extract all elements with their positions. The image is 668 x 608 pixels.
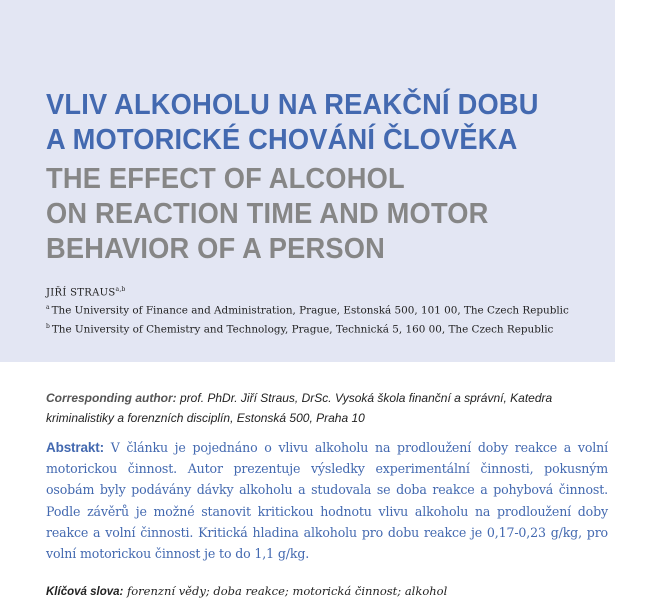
keywords-text: forenzní vědy; doba reakce; motorická činnost; alkohol — [127, 584, 448, 598]
abstract — [46, 437, 608, 564]
affiliation-b-text: The University of Chemistry and Technology, Prague, Technická 5, 160 00, The Czech Republic — [51, 323, 554, 336]
affiliation-b-mark: b — [46, 323, 50, 330]
title-english-line-2: ON REACTION TIME AND MOTOR — [46, 198, 489, 230]
title-english-line-3: BEHAVIOR OF A PERSON — [46, 233, 385, 265]
title-czech-line-2: A MOTORICKÉ CHOVÁNÍ ČLOVĚKA — [46, 124, 518, 156]
abstract-text: V článku je pojednáno o vlivu alkoholu na prodloužení doby reakce a volní motorickou činnost. Autor prezentuje výsledky experimentální činnosti, pokusným osobám byly podávány dávky alkoholu a studovala se doba reakce a pohybová činnost. Podle závěrů je možné stanovit kritickou hodnotu vlivu alkoholu na prodloužení doby reakce a volní činnosti. Kritická hladina alkoholu pro dobu reakce je 0,17-0,23 g/kg, pro volní motorickou činnost je to do 1,1 g/kg. — [46, 440, 608, 562]
corresponding-author-label: Corresponding author: — [46, 391, 177, 405]
title-english — [46, 162, 572, 267]
affiliation-a — [46, 304, 569, 316]
author-affil-marks: a,b — [115, 286, 126, 293]
keywords — [46, 584, 606, 598]
author — [46, 286, 126, 298]
affiliation-a-mark: a — [46, 304, 50, 311]
abstract-label: Abstrakt: — [46, 440, 104, 455]
corresponding-author — [46, 388, 601, 428]
affiliation-a-text: The University of Finance and Administration, Prague, Estonská 500, 101 00, The Czech Republic — [51, 304, 569, 317]
corresponding-author-text: prof. PhDr. Jiří Straus, DrSc. Vysoká škola finanční a správní, Katedra kriminalistiky a forenzních disciplín, Estonská 500, Praha 10 — [46, 391, 553, 425]
title-czech-line-1: VLIV ALKOHOLU NA REAKČNÍ DOBU — [46, 89, 539, 121]
author-name: JIŘÍ STRAUS — [46, 287, 116, 299]
title-english-line-1: THE EFFECT OF ALCOHOL — [46, 163, 405, 195]
title-czech — [46, 88, 572, 158]
affiliation-b — [46, 323, 553, 335]
keywords-label: Klíčová slova: — [46, 586, 124, 598]
